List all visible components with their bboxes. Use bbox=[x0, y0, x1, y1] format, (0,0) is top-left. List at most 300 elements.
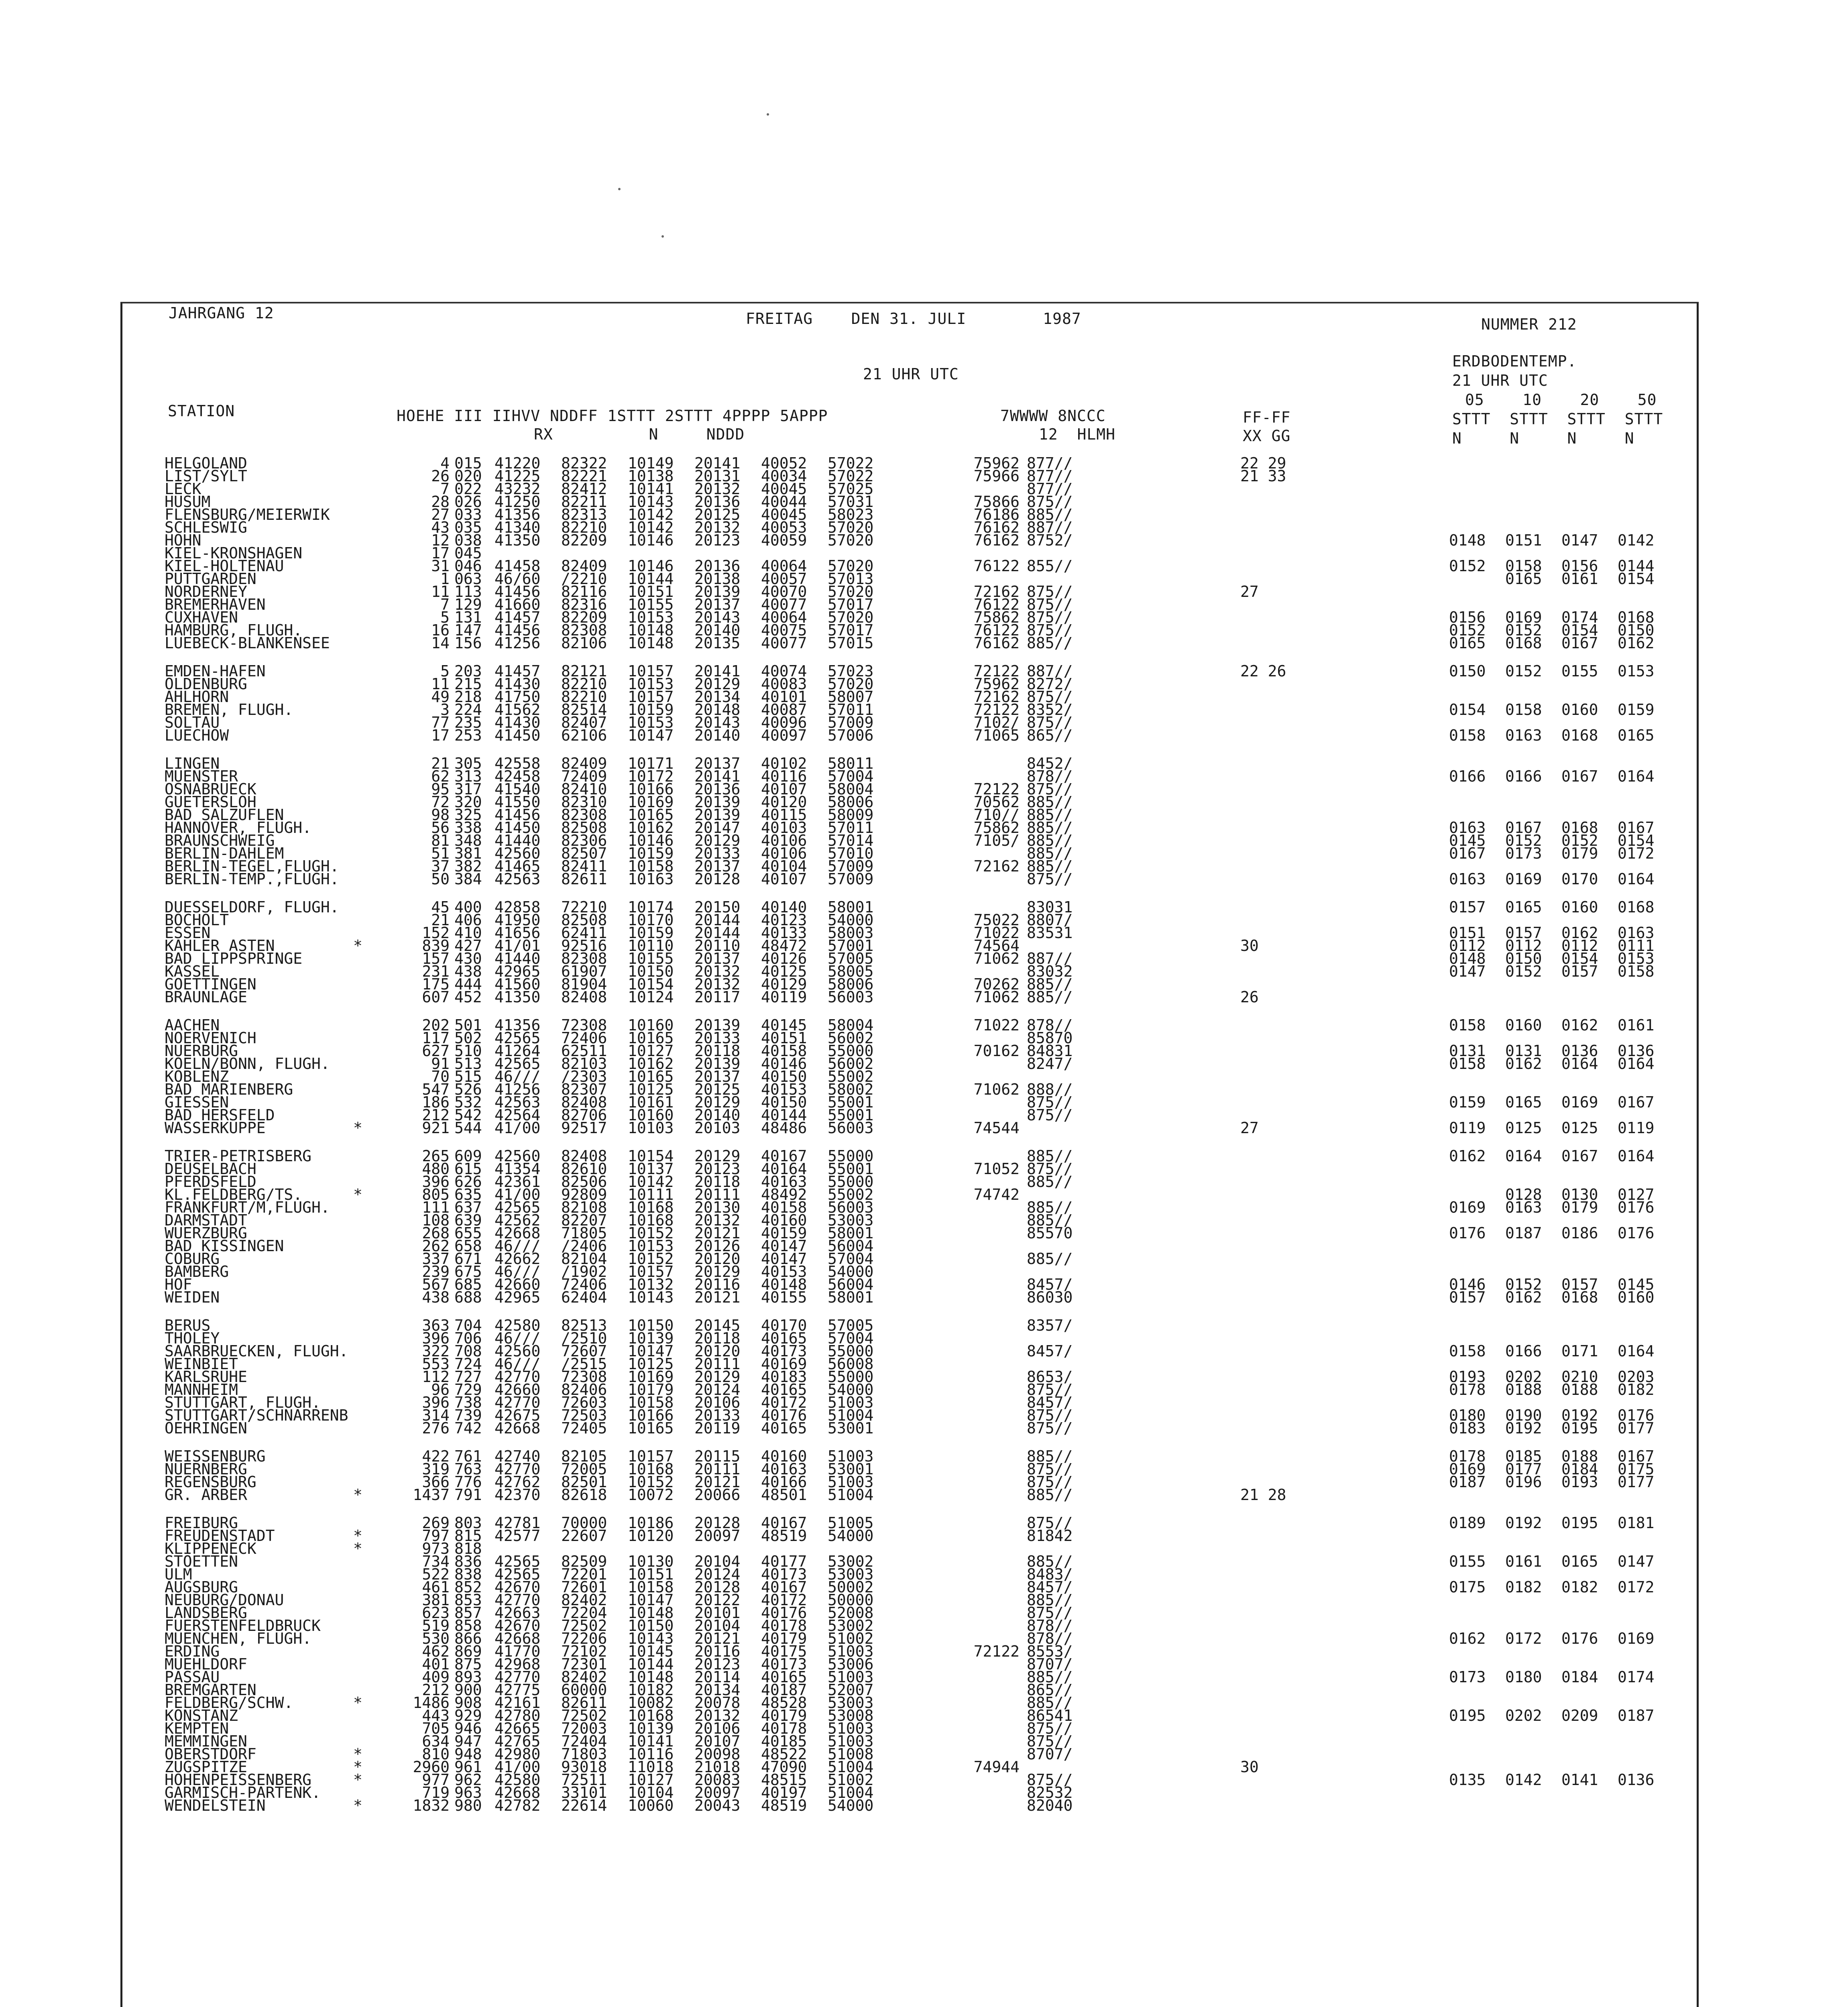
cell-g4: 40070 bbox=[761, 583, 807, 600]
cell-name: STOETTEN bbox=[165, 1553, 238, 1570]
cell-soil-temp: 0145 bbox=[1618, 1276, 1655, 1293]
cell-g1: 10155 bbox=[628, 596, 674, 613]
cell-nd: 82409 bbox=[561, 755, 607, 772]
cell-soil-temp: 0136 bbox=[1618, 1771, 1655, 1789]
cell-g2: 20141 bbox=[694, 767, 741, 785]
cell-soil-temp: 0196 bbox=[1505, 1473, 1542, 1491]
cell-soil-temp: 0151 bbox=[1449, 924, 1486, 942]
cell-ii: 41450 bbox=[495, 819, 541, 837]
cell-soil-temp: 0179 bbox=[1561, 845, 1598, 862]
cell-g2: 20137 bbox=[694, 596, 741, 613]
cell-ff: 21 28 bbox=[1240, 1486, 1286, 1504]
cell-g2: 20143 bbox=[694, 609, 741, 626]
cell-g2: 20141 bbox=[694, 662, 741, 680]
cell-soil-temp: 0203 bbox=[1618, 1368, 1655, 1386]
cell-nd: 82406 bbox=[561, 1381, 607, 1398]
cell-soil-temp: 0119 bbox=[1618, 1119, 1655, 1137]
cell-n8: 875// bbox=[1027, 1106, 1073, 1124]
cell-soil-temp: 0168 bbox=[1505, 634, 1542, 652]
cell-g5: 54000 bbox=[828, 1527, 874, 1545]
cell-g2: 20139 bbox=[694, 1055, 741, 1073]
cell-g5: 57020 bbox=[828, 583, 874, 600]
cell-soil-temp: 0158 bbox=[1449, 1016, 1486, 1034]
cell-ii: 42668 bbox=[495, 1784, 541, 1801]
cell-soil-temp: 0193 bbox=[1561, 1473, 1598, 1491]
cell-nd: 82121 bbox=[561, 662, 607, 680]
cell-g5: 57009 bbox=[828, 714, 874, 731]
cell-name: BRAUNSCHWEIG bbox=[165, 832, 275, 849]
cell-iii: 675 bbox=[454, 1263, 482, 1280]
cell-soil-temp: 0144 bbox=[1618, 557, 1655, 575]
cell-ii: 42668 bbox=[495, 1419, 541, 1437]
cell-nd: 72601 bbox=[561, 1578, 607, 1596]
cell-h: 396 bbox=[422, 1394, 450, 1411]
cell-n8: 885// bbox=[1027, 1447, 1073, 1465]
cell-n8: 885// bbox=[1027, 1173, 1073, 1191]
cell-name: KAHLER ASTEN bbox=[165, 937, 275, 955]
cell-g5: 57017 bbox=[828, 596, 874, 613]
cell-g4: 40129 bbox=[761, 975, 807, 993]
cell-soil-temp: 0152 bbox=[1505, 662, 1542, 680]
cell-soil-temp: 0180 bbox=[1505, 1668, 1542, 1686]
cell-h: 45 bbox=[431, 898, 450, 916]
cell-h: 276 bbox=[422, 1419, 450, 1437]
cell-w7: 71062 bbox=[973, 950, 1020, 967]
cell-h: 977 bbox=[422, 1771, 450, 1789]
table-row bbox=[165, 634, 1698, 652]
cell-nd: 72603 bbox=[561, 1394, 607, 1411]
table-row bbox=[165, 1016, 1698, 1034]
cell-g1: 10158 bbox=[628, 1394, 674, 1411]
cell-n8: 875// bbox=[1027, 870, 1073, 888]
cell-h: 530 bbox=[422, 1630, 450, 1647]
table-row bbox=[165, 1555, 1698, 1568]
cell-g1: 10160 bbox=[628, 1016, 674, 1034]
cell-g2: 20138 bbox=[694, 570, 741, 588]
cell-iii: 803 bbox=[454, 1514, 482, 1532]
cell-name: FUERSTENFELDBRUCK bbox=[165, 1617, 321, 1635]
cell-g5: 54000 bbox=[828, 1381, 874, 1398]
cell-n8: 875// bbox=[1027, 1160, 1073, 1178]
cell-soil-temp: 0182 bbox=[1618, 1381, 1655, 1398]
cell-nd: 82209 bbox=[561, 531, 607, 549]
cell-ii: 41456 bbox=[495, 583, 541, 600]
cell-g5: 51003 bbox=[828, 1668, 874, 1686]
station-group bbox=[165, 1147, 1698, 1306]
cell-iii: 038 bbox=[454, 531, 482, 549]
cell-nd: 82501 bbox=[561, 1473, 607, 1491]
cell-n8: 887// bbox=[1027, 662, 1073, 680]
table-row bbox=[165, 508, 1698, 521]
cell-g1: 10150 bbox=[628, 1617, 674, 1635]
cell-soil-temp: 0152 bbox=[1561, 832, 1598, 849]
cell-nd: 72206 bbox=[561, 1630, 607, 1647]
cell-star: * bbox=[353, 1119, 362, 1137]
cell-ii: 41220 bbox=[495, 454, 541, 472]
cell-g2: 20083 bbox=[694, 1771, 741, 1789]
cell-w7: 76162 bbox=[973, 634, 1020, 652]
cell-g2: 20144 bbox=[694, 911, 741, 929]
cell-g5: 57009 bbox=[828, 857, 874, 875]
cell-g4: 40159 bbox=[761, 1224, 807, 1242]
cell-nd: 72005 bbox=[561, 1460, 607, 1478]
cell-name: WEIDEN bbox=[165, 1288, 220, 1306]
cell-ii: 41356 bbox=[495, 506, 541, 523]
cell-h: 12 bbox=[431, 531, 450, 549]
cell-ii: 42563 bbox=[495, 1093, 541, 1111]
cell-ii: 41770 bbox=[495, 1643, 541, 1660]
cell-g5: 55002 bbox=[828, 1186, 874, 1203]
cell-iii: 853 bbox=[454, 1591, 482, 1609]
cell-g4: 40144 bbox=[761, 1106, 807, 1124]
cell-iii: 946 bbox=[454, 1720, 482, 1737]
table-row bbox=[165, 1119, 1698, 1137]
cell-g5: 55000 bbox=[828, 1173, 874, 1191]
cell-g1: 10145 bbox=[628, 1643, 674, 1660]
cell-w7: 74564 bbox=[973, 937, 1020, 955]
cell-g1: 10157 bbox=[628, 1263, 674, 1280]
cell-nd: 82221 bbox=[561, 467, 607, 485]
cell-w7: 71052 bbox=[973, 1160, 1020, 1178]
table-row bbox=[165, 480, 1698, 498]
cell-soil-temp: 0147 bbox=[1449, 963, 1486, 980]
cell-h: 265 bbox=[422, 1147, 450, 1165]
cell-g4: 48492 bbox=[761, 1186, 807, 1203]
cell-w7: 74544 bbox=[973, 1119, 1020, 1137]
cell-soil-temp: 0167 bbox=[1561, 634, 1598, 652]
cell-g4: 48515 bbox=[761, 1771, 807, 1789]
cell-g5: 58006 bbox=[828, 793, 874, 811]
cell-g1: 10148 bbox=[628, 634, 674, 652]
cell-soil-temp: 0154 bbox=[1618, 570, 1655, 588]
cell-h: 322 bbox=[422, 1342, 450, 1360]
cell-soil-temp: 0146 bbox=[1449, 1276, 1486, 1293]
cell-soil-temp: 0152 bbox=[1505, 1276, 1542, 1293]
cell-g2: 20128 bbox=[694, 1578, 741, 1596]
cell-h: 27 bbox=[431, 506, 450, 523]
cell-n8: 855// bbox=[1027, 557, 1073, 575]
table-row bbox=[165, 1591, 1698, 1609]
cell-nd: /2510 bbox=[561, 1329, 607, 1347]
cell-h: 108 bbox=[422, 1211, 450, 1229]
cell-iii: 020 bbox=[454, 467, 482, 485]
cell-soil-temp: 0162 bbox=[1505, 1288, 1542, 1306]
cell-g5: 56004 bbox=[828, 1276, 874, 1293]
cell-g4: 40087 bbox=[761, 701, 807, 719]
cell-ii: 42660 bbox=[495, 1276, 541, 1293]
cell-nd: 82611 bbox=[561, 1694, 607, 1712]
cell-g2: 20110 bbox=[694, 937, 741, 955]
cell-ii: 42670 bbox=[495, 1617, 541, 1635]
cell-g2: 20128 bbox=[694, 870, 741, 888]
cell-name: BAD LIPPSPRINGE bbox=[165, 950, 303, 967]
cell-soil-temp: 0186 bbox=[1561, 1224, 1598, 1242]
cell-soil-temp: 0175 bbox=[1618, 1460, 1655, 1478]
cell-nd: 81904 bbox=[561, 975, 607, 993]
cell-g1: 10104 bbox=[628, 1784, 674, 1801]
cell-iii: 444 bbox=[454, 975, 482, 993]
cell-name: LIST/SYLT bbox=[165, 467, 247, 485]
cell-soil-temp: 0179 bbox=[1561, 1199, 1598, 1216]
cell-g1: 10152 bbox=[628, 1224, 674, 1242]
cell-n8: 875// bbox=[1027, 1093, 1073, 1111]
cell-g5: 57015 bbox=[828, 634, 874, 652]
cell-iii: 320 bbox=[454, 793, 482, 811]
cell-iii: 410 bbox=[454, 924, 482, 942]
cell-g2: 20078 bbox=[694, 1694, 741, 1712]
cell-soil-temp: 0163 bbox=[1449, 819, 1486, 837]
cell-n8: 875// bbox=[1027, 596, 1073, 613]
cell-soil-temp: 0152 bbox=[1505, 963, 1542, 980]
cell-g1: 10144 bbox=[628, 570, 674, 588]
cell-h: 11 bbox=[431, 675, 450, 693]
cell-soil-temp: 0112 bbox=[1561, 937, 1598, 955]
cell-nd: 72201 bbox=[561, 1565, 607, 1583]
cell-soil-temp: 0184 bbox=[1561, 1460, 1598, 1478]
cell-g4: 40178 bbox=[761, 1720, 807, 1737]
cell-name: GARMISCH-PARTENK. bbox=[165, 1784, 321, 1801]
cell-w7: 72162 bbox=[973, 857, 1020, 875]
cell-soil-temp: 0166 bbox=[1449, 767, 1486, 785]
cell-soil-temp: 0195 bbox=[1561, 1419, 1598, 1437]
cell-nd: 82308 bbox=[561, 950, 607, 967]
scan-speck bbox=[767, 113, 769, 116]
cell-nd: 93018 bbox=[561, 1758, 607, 1776]
cell-name: SOLTAU bbox=[165, 714, 220, 731]
cell-n8: 885// bbox=[1027, 819, 1073, 837]
cell-g1: 10139 bbox=[628, 1720, 674, 1737]
cell-g2: 20132 bbox=[694, 1211, 741, 1229]
cell-ii: 41256 bbox=[495, 1081, 541, 1098]
cell-n8: 875// bbox=[1027, 714, 1073, 731]
cell-iii: 156 bbox=[454, 634, 482, 652]
cell-n8: 85870 bbox=[1027, 1029, 1073, 1047]
cell-ii: 41340 bbox=[495, 519, 541, 536]
cell-nd: 72003 bbox=[561, 1720, 607, 1737]
table-row bbox=[165, 1604, 1698, 1622]
cell-g1: 10157 bbox=[628, 1447, 674, 1465]
cell-soil-temp: 0156 bbox=[1561, 557, 1598, 575]
cell-name: BAMBERG bbox=[165, 1263, 229, 1280]
cell-iii: 727 bbox=[454, 1368, 482, 1386]
cell-g4: 40167 bbox=[761, 1578, 807, 1596]
cell-nd: /2303 bbox=[561, 1068, 607, 1085]
cell-g1: 10153 bbox=[628, 1237, 674, 1255]
cell-name: DUESSELDORF, FLUGH. bbox=[165, 898, 339, 916]
cell-w7: 72122 bbox=[973, 1643, 1020, 1660]
cell-soil-temp: 0209 bbox=[1561, 1707, 1598, 1724]
cell-ii: 41457 bbox=[495, 662, 541, 680]
cell-name: WENDELSTEIN bbox=[165, 1797, 266, 1814]
cell-soil-temp: 0160 bbox=[1618, 1288, 1655, 1306]
cell-g5: 58006 bbox=[828, 975, 874, 993]
cell-g2: 20111 bbox=[694, 1186, 741, 1203]
cell-g4: 40147 bbox=[761, 1237, 807, 1255]
cell-n8: 885// bbox=[1027, 1553, 1073, 1570]
cell-soil-temp: 0157 bbox=[1505, 924, 1542, 942]
cell-ii: 42562 bbox=[495, 1211, 541, 1229]
cell-name: LUECHOW bbox=[165, 727, 229, 744]
cell-g4: 40176 bbox=[761, 1407, 807, 1424]
cell-iii: 763 bbox=[454, 1460, 482, 1478]
table-row bbox=[165, 1486, 1698, 1504]
cell-iii: 526 bbox=[454, 1081, 482, 1098]
scan-speck bbox=[661, 235, 664, 238]
cell-w7: 70262 bbox=[973, 975, 1020, 993]
cell-nd: 72511 bbox=[561, 1771, 607, 1789]
cell-nd: 82104 bbox=[561, 1250, 607, 1268]
cell-name: GOETTINGEN bbox=[165, 975, 256, 993]
cell-n8: 8553/ bbox=[1027, 1643, 1073, 1660]
cell-iii: 203 bbox=[454, 662, 482, 680]
cell-g2: 20150 bbox=[694, 898, 741, 916]
table-row bbox=[165, 1681, 1698, 1699]
cell-iii: 900 bbox=[454, 1681, 482, 1699]
cell-h: 409 bbox=[422, 1668, 450, 1686]
cell-w7: 76122 bbox=[973, 596, 1020, 613]
cell-g5: 53001 bbox=[828, 1419, 874, 1437]
cell-g1: 10174 bbox=[628, 898, 674, 916]
cell-name: HOHENPEISSENBERG bbox=[165, 1771, 312, 1789]
cell-w7: 76162 bbox=[973, 519, 1020, 536]
cell-ii: 42780 bbox=[495, 1707, 541, 1724]
station-group bbox=[165, 1447, 1698, 1504]
cell-iii: 046 bbox=[454, 557, 482, 575]
cell-g4: 40045 bbox=[761, 480, 807, 498]
cell-h: 634 bbox=[422, 1732, 450, 1750]
cell-soil-temp: 0162 bbox=[1505, 1055, 1542, 1073]
table-row bbox=[165, 1771, 1698, 1789]
cell-name: KIEL-HOLTENAU bbox=[165, 557, 284, 575]
cell-g1: 10155 bbox=[628, 950, 674, 967]
cell-soil-temp: 0141 bbox=[1561, 1771, 1598, 1789]
cell-soil-temp: 0180 bbox=[1449, 1407, 1486, 1424]
cell-g5: 56003 bbox=[828, 1119, 874, 1137]
cell-g5: 51003 bbox=[828, 1447, 874, 1465]
cell-g4: 40034 bbox=[761, 467, 807, 485]
cell-h: 627 bbox=[422, 1042, 450, 1060]
cell-g1: 10142 bbox=[628, 1173, 674, 1191]
cell-g1: 10163 bbox=[628, 870, 674, 888]
cell-g1: 10159 bbox=[628, 924, 674, 942]
cell-w7: 70562 bbox=[973, 793, 1020, 811]
cell-soil-temp: 0152 bbox=[1449, 557, 1486, 575]
cell-name: BREMEN, FLUGH. bbox=[165, 701, 293, 719]
cell-n8: 875// bbox=[1027, 1514, 1073, 1532]
cell-n8: 885// bbox=[1027, 1668, 1073, 1686]
station-group bbox=[165, 755, 1698, 888]
cell-soil-temp: 0164 bbox=[1561, 1055, 1598, 1073]
cell-g5: 56003 bbox=[828, 988, 874, 1006]
cell-soil-temp: 0167 bbox=[1561, 1147, 1598, 1165]
cell-nd: 82411 bbox=[561, 857, 607, 875]
cell-g5: 51004 bbox=[828, 1784, 874, 1801]
cell-g4: 40170 bbox=[761, 1317, 807, 1334]
cell-g2: 20137 bbox=[694, 857, 741, 875]
cell-h: 337 bbox=[422, 1250, 450, 1268]
cell-h: 98 bbox=[431, 806, 450, 824]
cell-soil-temp: 0172 bbox=[1505, 1630, 1542, 1647]
cell-soil-temp: 0169 bbox=[1449, 1460, 1486, 1478]
cell-n8: 887// bbox=[1027, 519, 1073, 536]
cell-h: 623 bbox=[422, 1604, 450, 1622]
cell-g1: 10182 bbox=[628, 1681, 674, 1699]
cell-g5: 53002 bbox=[828, 1617, 874, 1635]
cell-soil-temp: 0169 bbox=[1505, 870, 1542, 888]
table-row bbox=[165, 729, 1698, 742]
table-row bbox=[165, 988, 1698, 1006]
cell-soil-temp: 0156 bbox=[1449, 609, 1486, 626]
cell-soil-temp: 0160 bbox=[1561, 898, 1598, 916]
cell-ii: 41562 bbox=[495, 701, 541, 719]
table-row bbox=[165, 898, 1698, 916]
cell-g4: 40104 bbox=[761, 857, 807, 875]
cell-g5: 51002 bbox=[828, 1630, 874, 1647]
cell-soil-temp: 0119 bbox=[1449, 1119, 1486, 1137]
cell-g1: 10158 bbox=[628, 1578, 674, 1596]
table-row bbox=[165, 570, 1698, 588]
cell-nd: 82508 bbox=[561, 819, 607, 837]
table-row bbox=[165, 701, 1698, 719]
cell-g5: 51005 bbox=[828, 1514, 874, 1532]
cell-ii: 42370 bbox=[495, 1486, 541, 1504]
cell-iii: 738 bbox=[454, 1394, 482, 1411]
cell-iii: 706 bbox=[454, 1329, 482, 1347]
cell-g4: 48519 bbox=[761, 1797, 807, 1814]
cell-n8: 875// bbox=[1027, 780, 1073, 798]
cell-h: 522 bbox=[422, 1565, 450, 1583]
cell-ii: 42858 bbox=[495, 898, 541, 916]
cell-ff: 21 33 bbox=[1240, 467, 1286, 485]
cell-soil-temp: 0192 bbox=[1561, 1407, 1598, 1424]
cell-soil-temp: 0162 bbox=[1561, 924, 1598, 942]
cell-w7: 72162 bbox=[973, 583, 1020, 600]
cell-g2: 20106 bbox=[694, 1394, 741, 1411]
cell-iii: 963 bbox=[454, 1784, 482, 1801]
cell-g4: 40083 bbox=[761, 675, 807, 693]
cell-soil-temp: 0152 bbox=[1449, 621, 1486, 639]
cell-g4: 40059 bbox=[761, 531, 807, 549]
cell-ii: 41950 bbox=[495, 911, 541, 929]
cell-ii: 41256 bbox=[495, 634, 541, 652]
cell-g4: 40102 bbox=[761, 755, 807, 772]
cell-soil-temp: 0184 bbox=[1561, 1668, 1598, 1686]
cell-soil-temp: 0169 bbox=[1618, 1630, 1655, 1647]
cell-g2: 20120 bbox=[694, 1342, 741, 1360]
cell-nd: 82210 bbox=[561, 519, 607, 536]
cell-h: 14 bbox=[431, 634, 450, 652]
cell-h: 1437 bbox=[413, 1486, 450, 1504]
cell-soil-temp: 0177 bbox=[1505, 1460, 1542, 1478]
cell-g2: 20116 bbox=[694, 1643, 741, 1660]
cell-iii: 022 bbox=[454, 480, 482, 498]
cell-h: 269 bbox=[422, 1514, 450, 1532]
cell-g1: 10146 bbox=[628, 531, 674, 549]
cell-nd: 71803 bbox=[561, 1745, 607, 1763]
cell-g4: 40146 bbox=[761, 1055, 807, 1073]
cell-nd: 62511 bbox=[561, 1042, 607, 1060]
cell-iii: 724 bbox=[454, 1355, 482, 1373]
cell-h: 734 bbox=[422, 1553, 450, 1570]
cell-g4: 40125 bbox=[761, 963, 807, 980]
cell-nd: 82310 bbox=[561, 793, 607, 811]
cell-soil-temp: 0168 bbox=[1618, 898, 1655, 916]
cell-iii: 131 bbox=[454, 609, 482, 626]
table-row bbox=[165, 1288, 1698, 1306]
cell-h: 319 bbox=[422, 1460, 450, 1478]
cell-n8: 865// bbox=[1027, 1681, 1073, 1699]
cell-g5: 58004 bbox=[828, 780, 874, 798]
